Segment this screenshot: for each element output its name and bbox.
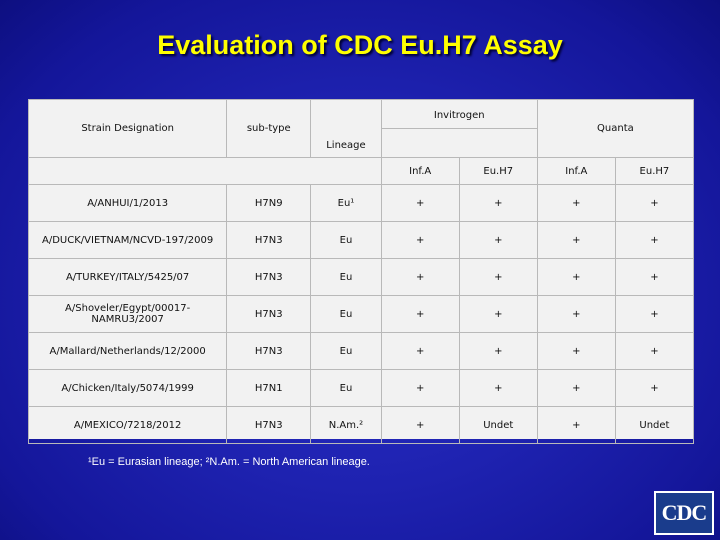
cell-lineage: Eu: [311, 259, 381, 296]
table-row: [29, 407, 694, 444]
lineage-footnote: ¹Eu = Eurasian lineage; ²N.Am. = North American lineage.: [88, 456, 370, 468]
cell-subtype: H7N3: [227, 407, 311, 444]
header-strain: Strain Designation: [29, 100, 227, 158]
cell-inv-euh7: +: [459, 222, 537, 259]
assay-table-container: [28, 99, 694, 439]
cell-strain: A/Mallard/Netherlands/12/2000: [29, 333, 227, 370]
cell-qua-infa: +: [537, 407, 615, 444]
cell-subtype: H7N9: [227, 185, 311, 222]
cell-qua-euh7: +: [615, 185, 693, 222]
header-qua-euh7: Eu.H7: [615, 158, 693, 185]
cell-strain: A/ANHUI/1/2013: [29, 185, 227, 222]
header-inv-euh7: Eu.H7: [459, 158, 537, 185]
cell-subtype: H7N3: [227, 333, 311, 370]
cell-qua-infa: +: [537, 222, 615, 259]
cell-inv-infa: +: [381, 370, 459, 407]
table-row: [29, 222, 694, 259]
cell-inv-euh7: Undet: [459, 407, 537, 444]
cell-strain: A/MEXICO/7218/2012: [29, 407, 227, 444]
slide-title: Evaluation of CDC Eu.H7 Assay: [157, 30, 563, 60]
cell-subtype: H7N3: [227, 296, 311, 333]
cell-lineage: Eu: [311, 333, 381, 370]
cell-qua-euh7: +: [615, 370, 693, 407]
cell-qua-euh7: +: [615, 333, 693, 370]
cell-inv-euh7: +: [459, 259, 537, 296]
header-qua-infa: Inf.A: [537, 158, 615, 185]
cell-lineage: N.Am.²: [311, 407, 381, 444]
cell-lineage: Eu¹: [311, 185, 381, 222]
cell-inv-euh7: +: [459, 333, 537, 370]
header-lineage: Lineage: [311, 100, 381, 158]
cdc-logo-text: CDC: [661, 500, 707, 525]
cell-inv-euh7: +: [459, 370, 537, 407]
cell-strain: A/Shoveler/Egypt/00017-NAMRU3/2007: [29, 296, 227, 333]
cell-subtype: H7N3: [227, 259, 311, 296]
cell-inv-infa: +: [381, 407, 459, 444]
cell-inv-infa: +: [381, 333, 459, 370]
cell-qua-euh7: +: [615, 222, 693, 259]
cell-inv-infa: +: [381, 222, 459, 259]
cell-qua-infa: +: [537, 370, 615, 407]
cell-strain: A/TURKEY/ITALY/5425/07: [29, 259, 227, 296]
cell-qua-infa: +: [537, 333, 615, 370]
cell-lineage: Eu: [311, 370, 381, 407]
cell-qua-infa: +: [537, 185, 615, 222]
table-row: [29, 259, 694, 296]
header-quanta: Quanta: [537, 100, 693, 158]
header-subtype: sub-type: [227, 100, 311, 158]
header-blank: [29, 158, 382, 185]
cell-lineage: Eu: [311, 222, 381, 259]
assay-table: [28, 99, 694, 444]
header-invitrogen: Invitrogen: [381, 100, 537, 129]
table-row: [29, 185, 694, 222]
cell-qua-euh7: Undet: [615, 407, 693, 444]
header-invitrogen-spacer: [381, 129, 537, 158]
cdc-logo: [654, 491, 714, 535]
cell-qua-infa: +: [537, 296, 615, 333]
cell-lineage: Eu: [311, 296, 381, 333]
cell-strain: A/Chicken/Italy/5074/1999: [29, 370, 227, 407]
cell-inv-infa: +: [381, 259, 459, 296]
cell-qua-euh7: +: [615, 259, 693, 296]
cell-qua-infa: +: [537, 259, 615, 296]
table-row: [29, 370, 694, 407]
cell-subtype: H7N3: [227, 222, 311, 259]
cell-strain: A/DUCK/VIETNAM/NCVD-197/2009: [29, 222, 227, 259]
cell-inv-infa: +: [381, 185, 459, 222]
header-inv-infa: Inf.A: [381, 158, 459, 185]
table-row: [29, 296, 694, 333]
cell-qua-euh7: +: [615, 296, 693, 333]
table-row: [29, 333, 694, 370]
cell-inv-euh7: +: [459, 296, 537, 333]
cell-subtype: H7N1: [227, 370, 311, 407]
cell-inv-euh7: +: [459, 185, 537, 222]
cell-inv-infa: +: [381, 296, 459, 333]
